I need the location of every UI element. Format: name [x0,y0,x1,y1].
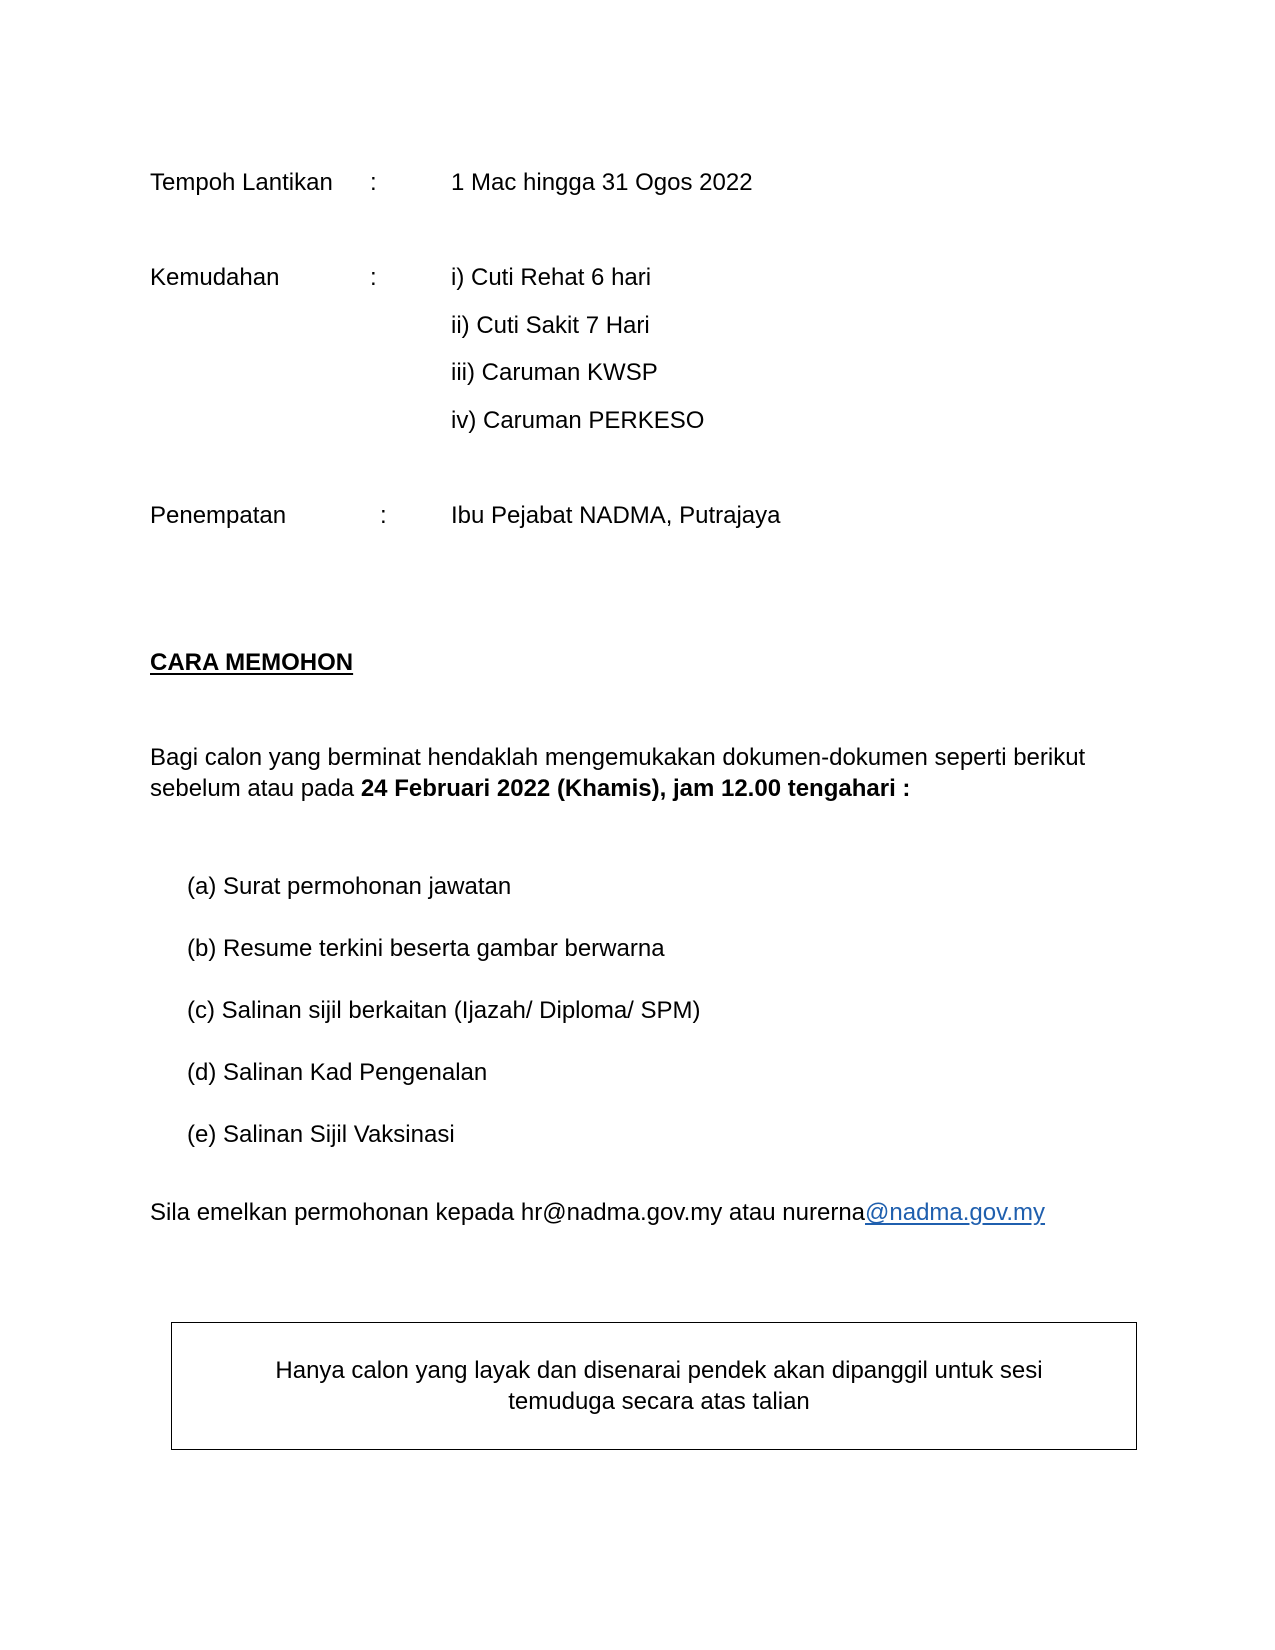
notice-text: Hanya calon yang layak dan disenarai pendek akan dipanggil untuk sesi temuduga secara atas talian [275,1357,1043,1415]
kemudahan-item: i) Cuti Rehat 6 hari [451,264,652,291]
kemudahan-item: iii) Caruman KWSP [451,359,658,386]
penempatan-label: Penempatan [150,502,287,529]
penempatan-value: Ibu Pejabat NADMA, Putrajaya [451,502,781,529]
kemudahan-item: ii) Cuti Sakit 7 Hari [451,312,650,339]
notice-box [171,1322,1137,1450]
document-list-item: (a) Surat permohonan jawatan [187,873,512,900]
intro-text: Bagi calon yang berminat hendaklah mengemukakan dokumen-dokumen seperti berikut sebelum atau pada [150,744,1086,802]
document-list-item: (d) Salinan Kad Pengenalan [187,1059,488,1086]
email-link[interactable]: @nadma.gov.my [865,1199,1046,1226]
tempoh-lantikan-label: Tempoh Lantikan [150,169,333,196]
document-list-item: (b) Resume terkini beserta gambar berwarna [187,935,665,962]
document-list-item: (e) Salinan Sijil Vaksinasi [187,1121,455,1148]
tempoh-lantikan-value: 1 Mac hingga 31 Ogos 2022 [451,169,753,196]
kemudahan-colon: : [370,264,377,291]
document-list-item: (c) Salinan sijil berkaitan (Ijazah/ Diploma/ SPM) [187,997,701,1024]
penempatan-colon: : [380,502,387,529]
intro-paragraph [150,742,1150,804]
intro-deadline: 24 Februari 2022 (Khamis), jam 12.00 tengahari : [360,775,911,802]
section-heading: CARA MEMOHON [150,649,354,676]
tempoh-lantikan-colon: : [370,169,377,196]
email-instruction [150,1198,1045,1228]
kemudahan-label: Kemudahan [150,264,280,291]
kemudahan-item: iv) Caruman PERKESO [451,407,705,434]
email-prefix: Sila emelkan permohonan kepada hr@nadma.gov.my atau nurerna [150,1199,866,1226]
